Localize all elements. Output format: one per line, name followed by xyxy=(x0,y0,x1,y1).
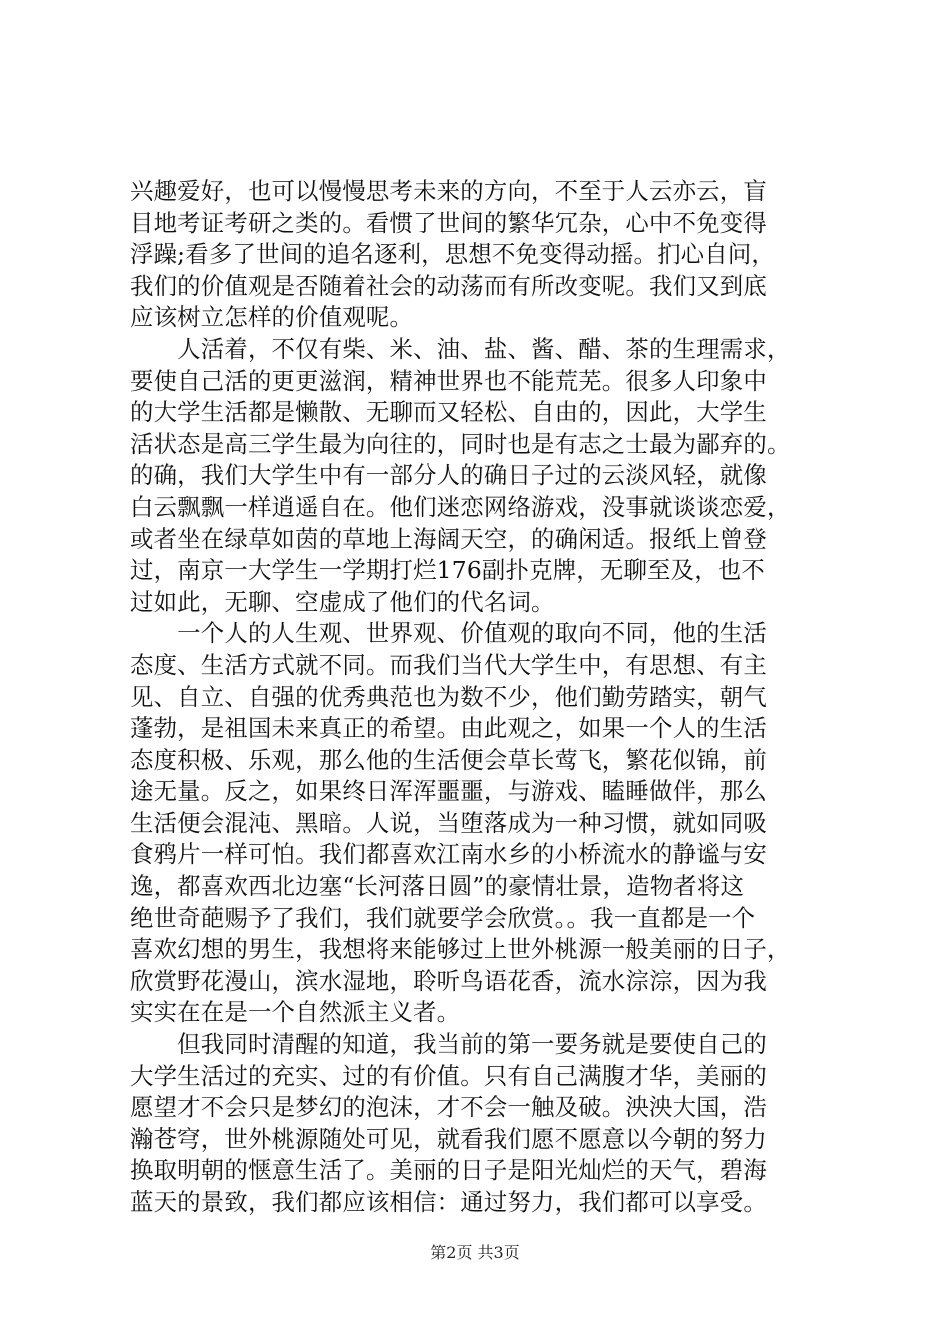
text-line: 绝世奇葩赐予了我们，我们就要学会欣赏。。我一直都是一个 xyxy=(130,903,756,932)
text-line: 兴趣爱好，也可以慢慢思考未来的方向，不至于人云亦云，盲 xyxy=(130,177,767,205)
text-line: 蓬勃，是祖国未来真正的希望。由此观之，如果一个人的生活 xyxy=(130,714,767,743)
text-line: 食鸦片一样可怕。我们都喜欢江南水乡的小桥流水的静谧与安 xyxy=(130,840,767,869)
text-line: 活状态是高三学生最为向往的，同时也是有志之士最为鄙弃的。 xyxy=(130,429,791,458)
text-line: 过如此，无聊、空虚成了他们的代名词。 xyxy=(130,587,555,616)
text-line: 应该树立怎样的价值观呢。 xyxy=(130,303,414,332)
text-line: 但我同时清醒的知道，我当前的第一要务就是要使自己的 xyxy=(130,1030,767,1059)
text-line: 愿望才不会只是梦幻的泡沫，才不会一触及破。泱泱大国，浩 xyxy=(130,1093,767,1122)
text-line: 喜欢幻想的男生，我想将来能够过上世外桃源一般美丽的日子， xyxy=(130,935,791,964)
text-line: 瀚苍穹，世外桃源随处可见，就看我们愿不愿意以今朝的努力 xyxy=(130,1124,767,1153)
text-line: 白云飘飘一样逍遥自在。他们迷恋网络游戏，没事就谈谈恋爱， xyxy=(130,492,791,521)
text-line: 见、自立、自强的优秀典范也为数不少，他们勤劳踏实，朝气 xyxy=(130,682,767,711)
text-line: 换取明朝的惬意生活了。美丽的日子是阳光灿烂的天气，碧海 xyxy=(130,1156,767,1185)
text-line: 或者坐在绿草如茵的草地上海阔天空，的确闲适。报纸上曾登 xyxy=(130,524,767,553)
text-line: 过，南京一大学生一学期打烂176副扑克牌，无聊至及，也不 xyxy=(130,556,766,585)
text-line: 我们的价值观是否随着社会的动荡而有所改变呢。我们又到底 xyxy=(130,271,767,300)
text-line: 人活着，不仅有柴、米、油、盐、酱、醋、茶的生理需求， xyxy=(130,334,791,363)
body-text xyxy=(130,176,830,1219)
text-line: 要使自己活的更更滋润，精神世界也不能荒芜。很多人印象中 xyxy=(130,366,767,395)
text-line: 浮躁;看多了世间的追名逐利，思想不免变得动摇。扪心自问， xyxy=(130,240,776,269)
text-line: 逸，都喜欢西北边塞“长河落日圆”的豪情壮景，造物者将这 xyxy=(130,872,745,901)
text-line: 实实在在是一个自然派主义者。 xyxy=(130,998,461,1027)
text-line: 欣赏野花漫山，滨水湿地，聆听鸟语花香，流水淙淙，因为我 xyxy=(130,966,767,995)
text-line: 途无量。反之，如果终日浑浑噩噩，与游戏、瞌睡做伴，那么 xyxy=(130,777,767,806)
page-footer: 第2页 共3页 xyxy=(430,1243,520,1262)
text-line: 蓝天的景致，我们都应该相信：通过努力，我们都可以享受。 xyxy=(130,1188,767,1216)
text-line: 态度、生活方式就不同。而我们当代大学生中，有思想、有主 xyxy=(130,650,767,679)
text-line: 态度积极、乐观，那么他的生活便会草长莺飞，繁花似锦，前 xyxy=(130,745,767,774)
text-line: 的确，我们大学生中有一部分人的确日子过的云淡风轻，就像 xyxy=(130,461,767,490)
text-line: 一个人的人生观、世界观、价值观的取向不同，他的生活 xyxy=(130,619,767,648)
text-line: 生活便会混沌、黑暗。人说，当堕落成为一种习惯，就如同吸 xyxy=(130,808,767,837)
text-line: 目地考证考研之类的。看惯了世间的繁华冗杂，心中不免变得 xyxy=(130,208,767,237)
text-line: 大学生活过的充实、过的有价值。只有自己满腹才华，美丽的 xyxy=(130,1061,767,1090)
text-line: 的大学生活都是懒散、无聊而又轻松、自由的，因此，大学生 xyxy=(130,398,767,427)
